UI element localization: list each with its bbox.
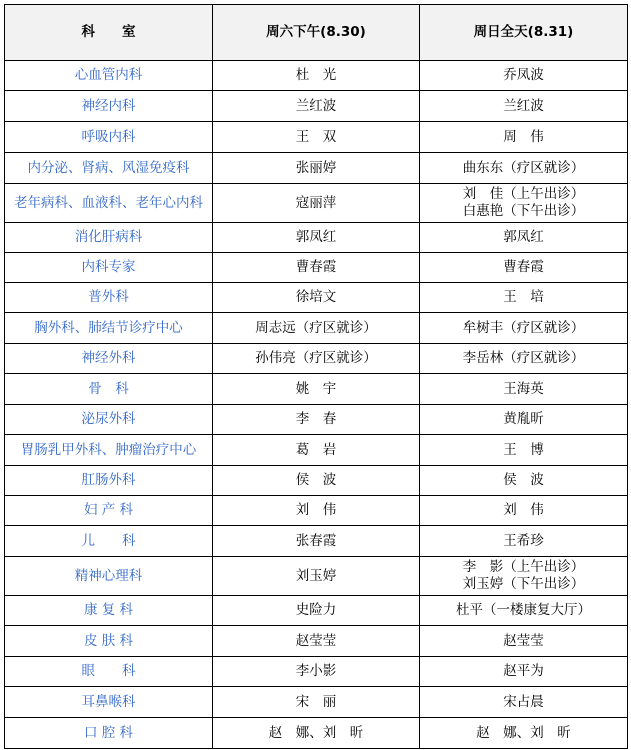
sunday-doctor-cell <box>420 557 628 596</box>
department-cell: 泌尿外科 <box>5 405 213 435</box>
sunday-doctor-cell: 王 博 <box>420 435 628 466</box>
sunday-doctor-line: 刘 佳（上午出诊） <box>462 186 585 202</box>
table-row <box>5 718 628 749</box>
sunday-doctor-cell: 曹春霞 <box>420 253 628 283</box>
sunday-doctor-cell: 牟树丰（疗区就诊） <box>420 313 628 344</box>
sunday-doctor-line: 李 影（上午出诊） <box>462 559 585 575</box>
sunday-doctor-cell: 王 培 <box>420 283 628 313</box>
table-row <box>5 313 628 344</box>
sunday-doctor-cell: 郭凤红 <box>420 223 628 253</box>
saturday-doctor-cell: 赵 娜、刘 昕 <box>213 718 420 749</box>
sunday-doctor-cell: 乔凤波 <box>420 61 628 91</box>
saturday-doctor-cell: 孙伟亮（疗区就诊） <box>213 344 420 374</box>
table-row <box>5 496 628 526</box>
table-row <box>5 344 628 374</box>
saturday-doctor-cell: 张丽婷 <box>213 153 420 184</box>
sunday-doctor-cell: 刘 伟 <box>420 496 628 526</box>
department-cell: 皮 肤 科 <box>5 626 213 657</box>
table-row <box>5 374 628 405</box>
department-cell: 内科专家 <box>5 253 213 283</box>
department-cell: 胸外科、肺结节诊疗中心 <box>5 313 213 344</box>
table-row <box>5 153 628 184</box>
department-cell: 老年病科、血液科、老年心内科 <box>5 184 213 223</box>
department-cell: 心血管内科 <box>5 61 213 91</box>
header-sunday: 周日全天(8.31) <box>420 5 628 61</box>
table-row <box>5 626 628 657</box>
sunday-doctor-cell: 杜平（一楼康复大厅） <box>420 596 628 626</box>
table-row <box>5 526 628 557</box>
saturday-doctor-cell: 王 双 <box>213 122 420 153</box>
department-cell: 妇 产 科 <box>5 496 213 526</box>
sunday-doctor-cell <box>420 184 628 223</box>
department-cell: 精神心理科 <box>5 557 213 596</box>
department-cell: 肛肠外科 <box>5 466 213 496</box>
sunday-doctor-cell: 黄胤昕 <box>420 405 628 435</box>
sunday-doctor-line: 白惠艳（下午出诊） <box>462 203 585 219</box>
table-row <box>5 687 628 718</box>
header-department: 科 室 <box>5 5 213 61</box>
schedule-body <box>5 61 628 749</box>
table-row <box>5 466 628 496</box>
department-cell: 眼 科 <box>5 657 213 687</box>
table-row <box>5 61 628 91</box>
header-saturday: 周六下午(8.30) <box>213 5 420 61</box>
sunday-doctor-cell: 曲东东（疗区就诊） <box>420 153 628 184</box>
saturday-doctor-cell: 兰红波 <box>213 91 420 122</box>
saturday-doctor-cell: 侯 波 <box>213 466 420 496</box>
department-cell: 呼吸内科 <box>5 122 213 153</box>
table-row <box>5 657 628 687</box>
sunday-doctor-cell: 赵 娜、刘 昕 <box>420 718 628 749</box>
sunday-doctor-line: 刘玉婷（下午出诊） <box>462 576 585 592</box>
sunday-doctor-cell: 王海英 <box>420 374 628 405</box>
table-row <box>5 253 628 283</box>
saturday-doctor-cell: 赵莹莹 <box>213 626 420 657</box>
department-cell: 儿 科 <box>5 526 213 557</box>
saturday-doctor-cell: 刘玉婷 <box>213 557 420 596</box>
saturday-doctor-cell: 曹春霞 <box>213 253 420 283</box>
saturday-doctor-cell: 宋 丽 <box>213 687 420 718</box>
saturday-doctor-cell: 刘 伟 <box>213 496 420 526</box>
sunday-doctor-cell: 侯 波 <box>420 466 628 496</box>
table-row <box>5 557 628 596</box>
saturday-doctor-cell: 杜 光 <box>213 61 420 91</box>
saturday-doctor-cell: 葛 岩 <box>213 435 420 466</box>
sunday-doctor-cell: 赵莹莹 <box>420 626 628 657</box>
department-cell: 神经外科 <box>5 344 213 374</box>
department-cell: 神经内科 <box>5 91 213 122</box>
saturday-doctor-cell: 徐培文 <box>213 283 420 313</box>
department-cell: 普外科 <box>5 283 213 313</box>
department-cell: 口 腔 科 <box>5 718 213 749</box>
department-cell: 消化肝病科 <box>5 223 213 253</box>
department-cell: 胃肠乳甲外科、肿瘤治疗中心 <box>5 435 213 466</box>
sunday-doctor-cell: 王希珍 <box>420 526 628 557</box>
table-row <box>5 91 628 122</box>
table-row <box>5 435 628 466</box>
department-cell: 耳鼻喉科 <box>5 687 213 718</box>
table-row <box>5 122 628 153</box>
table-row <box>5 596 628 626</box>
saturday-doctor-cell: 郭凤红 <box>213 223 420 253</box>
sunday-doctor-cell: 周 伟 <box>420 122 628 153</box>
department-cell: 内分泌、肾病、风湿免疫科 <box>5 153 213 184</box>
duty-schedule-table <box>4 4 628 749</box>
saturday-doctor-cell: 李 春 <box>213 405 420 435</box>
saturday-doctor-cell: 张春霞 <box>213 526 420 557</box>
saturday-doctor-cell: 周志远（疗区就诊） <box>213 313 420 344</box>
sunday-doctor-cell: 李岳林（疗区就诊） <box>420 344 628 374</box>
saturday-doctor-cell: 寇丽萍 <box>213 184 420 223</box>
table-row <box>5 223 628 253</box>
table-row <box>5 184 628 223</box>
saturday-doctor-cell: 李小影 <box>213 657 420 687</box>
saturday-doctor-cell: 史险力 <box>213 596 420 626</box>
sunday-doctor-cell: 兰红波 <box>420 91 628 122</box>
table-row <box>5 405 628 435</box>
sunday-doctor-cell: 赵平为 <box>420 657 628 687</box>
sunday-doctor-cell: 宋占晨 <box>420 687 628 718</box>
header-row <box>5 5 628 61</box>
department-cell: 康 复 科 <box>5 596 213 626</box>
saturday-doctor-cell: 姚 宇 <box>213 374 420 405</box>
department-cell: 骨 科 <box>5 374 213 405</box>
table-row <box>5 283 628 313</box>
